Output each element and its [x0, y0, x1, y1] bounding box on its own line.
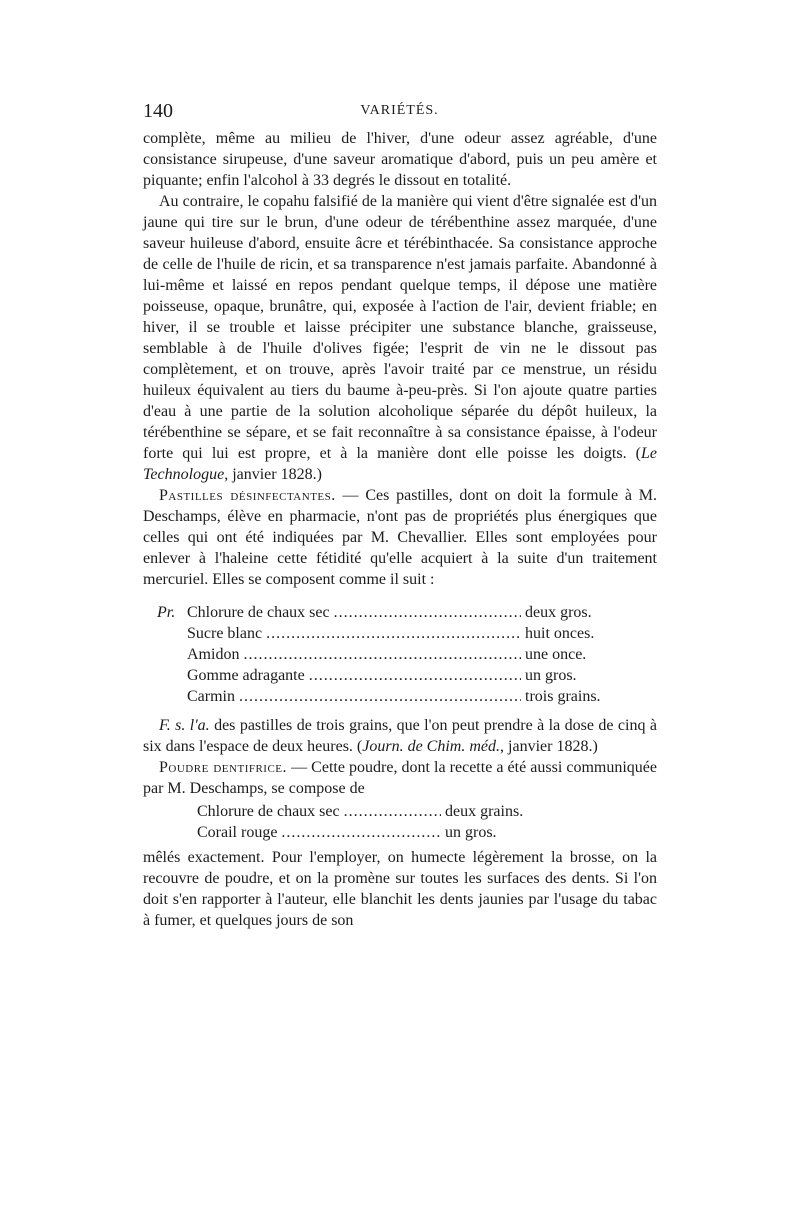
- citation-title-technologue: Le Technologue: [143, 445, 658, 483]
- dot-leader: [281, 822, 441, 843]
- ingredient-quantity: un gros.: [445, 824, 497, 841]
- section-heading-pastilles: Pastilles désinfectantes.: [159, 487, 336, 504]
- ingredient-quantity: une once.: [525, 646, 587, 663]
- ingredient-quantity: deux gros.: [525, 604, 592, 621]
- paragraph-dosage-text: des pastilles de trois grains, que l'on peut prendre à la dose de cinq à six dans l'espace de deux heures. (: [143, 717, 657, 755]
- ingredient-quantity: deux grains.: [445, 803, 524, 820]
- paragraph-poudre-text: — Cette poudre, dont la recette a été aussi communiquée par M. Deschamps, se compose de: [143, 759, 658, 797]
- dot-leader: [239, 686, 521, 707]
- ingredient-name: Chlorure de chaux sec: [197, 803, 340, 820]
- abbreviation-fsla: F. s. l'a.: [159, 717, 210, 734]
- ingredient-name: Gomme adragante: [187, 667, 305, 684]
- dot-leader: [344, 801, 441, 822]
- section-heading-poudre: Poudre dentifrice.: [159, 759, 288, 776]
- paragraph-usage: mêlés exactement. Pour l'employer, on humecte légèrement la brosse, on la recouvre de poudre, et on la promène sur toutes les surfaces des dents. Si l'on doit s'en rapporter à l'auteur, elle blanchit les dents jaunies par l'usage du tabac à fumer, et quelques jours de son: [143, 849, 657, 929]
- paragraph-pastilles-text: — Ces pastilles, dont on doit la formule à M. Deschamps, élève en pharmacie, n'ont pas de propriétés plus énergiques que celles qui ont été indiquées par M. Chevallier. Elles sont employées pour enlever à l'haleine cette fétidité qu'elle acquiert à la suite d'un traitement mercuriel. Elles se composent comme il suit :: [143, 487, 658, 588]
- ingredient-quantity: un gros.: [525, 667, 577, 684]
- ingredient-quantity: trois grains.: [525, 688, 601, 705]
- citation-title-journal: Journ. de Chim. méd.: [362, 738, 501, 755]
- citation-date: , janvier 1828.): [500, 738, 598, 755]
- paragraph-continuation: complète, même au milieu de l'hiver, d'une odeur assez agréable, d'une consistance sirupeuse, d'une saveur aromatique d'abord, puis un peu amère et piquante; enfin l'alcohol à 33 degrés le dissout en totalité.: [143, 130, 657, 189]
- recipe-row: [157, 602, 647, 623]
- recipe-row: [157, 644, 647, 665]
- ingredient-name: Corail rouge: [197, 824, 278, 841]
- recipe-row: [197, 822, 527, 843]
- paragraph-dosage: [143, 715, 657, 757]
- powder-recipe-list: [197, 801, 527, 843]
- paragraph-pastilles: [143, 485, 657, 590]
- recipe-list: [157, 602, 647, 707]
- paragraph-poudre: [143, 757, 657, 799]
- dot-leader: [309, 665, 521, 686]
- ingredient-name: Chlorure de chaux sec: [187, 604, 330, 621]
- ingredient-quantity: huit onces.: [525, 625, 595, 642]
- page-body: [143, 128, 657, 931]
- recipe-row: [157, 623, 647, 644]
- page-number: 140: [143, 100, 173, 122]
- dot-leader: [266, 623, 521, 644]
- dot-leader: [243, 644, 521, 665]
- recipe-prefix: Pr.: [157, 604, 176, 621]
- recipe-row: [157, 665, 647, 686]
- recipe-row: [197, 801, 527, 822]
- running-title: VARIÉTÉS.: [360, 103, 439, 118]
- recipe-row: [157, 686, 647, 707]
- paragraph-copahu: [143, 191, 657, 485]
- dot-leader: [334, 602, 521, 623]
- citation-open: (: [626, 445, 642, 462]
- page-header: [143, 100, 656, 124]
- citation-date: , janvier 1828.): [224, 466, 322, 483]
- ingredient-name: Carmin: [187, 688, 235, 705]
- ingredient-name: Amidon: [187, 646, 240, 663]
- paragraph-copahu-text: Au contraire, le copahu falsifié de la manière qui vient d'être signalée est d'un jaune qui tire sur le brun, d'une odeur de térébenthine assez marquée, d'une saveur huileuse d'abord, ensuite âcre et térébinthacée. Sa consistance approche de celle de l'huile de ricin, et sa transparence n'est jamais parfaite. Abandonné à lui-même et laissé en repos pendant quelque temps, il dépose une matière poisseuse, opaque, brunâtre, qui, exposée à l'action de l'air, devient friable; en hiver, il se trouble et laisse précipiter une substance blanche, graisseuse, semblable à de l'huile d'olives figée; l'esprit de vin ne le dissout pas complètement, et on trouve, après l'avoir traité par ce menstrue, un résidu huileux équivalent au tiers du baume à-peu-près. Si l'on ajoute quatre parties d'eau à une partie de la solution alcoholique séparée du dépôt huileux, la térébenthine se sépare, et se fait reconnaître à sa consistance épaisse, à l'odeur forte qui lui est propre, et à la manière dont elle poisse les doigts.: [143, 193, 657, 462]
- ingredient-name: Sucre blanc: [187, 625, 263, 642]
